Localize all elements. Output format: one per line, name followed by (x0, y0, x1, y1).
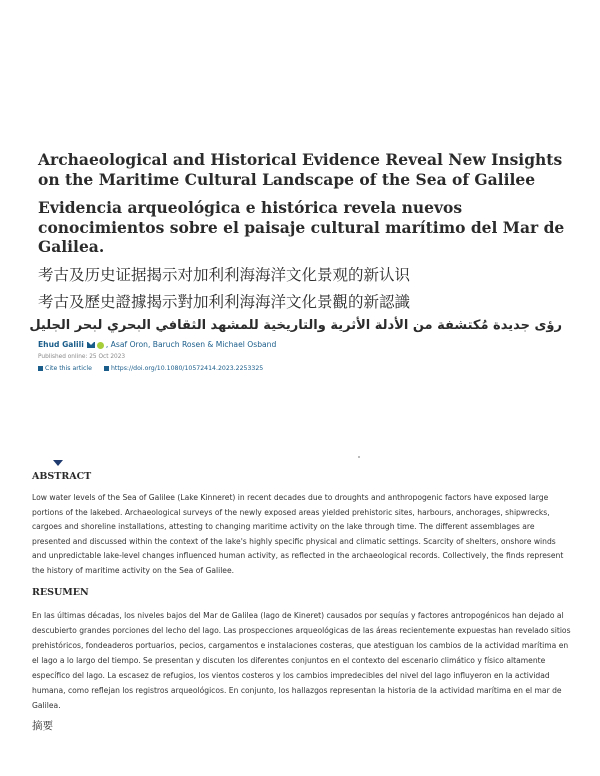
mail-icon[interactable] (87, 342, 95, 348)
abstract-heading: ABSTRACT (32, 471, 92, 482)
doi-link-label[interactable]: https://doi.org/10.1080/10572414.2023.2253325 (111, 365, 264, 372)
doi-link[interactable] (104, 365, 263, 372)
title-chinese-simplified: 考古及历史证据揭示对加利利海海洋文化景观的新认识 (38, 266, 411, 284)
author-list (38, 340, 276, 349)
resumen-text: En las últimas décadas, los niveles bajos del Mar de Galilea (lago de Kineret) causados por sequías y factores antropogénicos han dejado al descubierto grandes porciones del lecho del lago. Las prospecciones arqueológicas de las áreas recientemente expuestas han revelado sitios prehistóricos, fondeaderos portuarios, pecios, cargamentos e instalaciones costeras, que atestiguan los cambios de la actividad marítima en el lago a lo largo del tiempo. Se presentan y discuten los diferentes conjuntos en el contexto del escenario climático y físico altamente específico del lago. La escasez de refugios, los vientos costeros y los cambios impredecibles del nivel del lago influyeron en la actividad humana, como reflejan los registros arqueológicos. En conjunto, los hallazgos representan la historia de la actividad marítima en el mar de Galilea. (32, 611, 571, 710)
title-spanish: Evidencia arqueológica e histórica revela nuevos conocimientos sobre el paisaje cultural marítimo del Mar de Galilea. (38, 198, 565, 256)
cite-link[interactable] (38, 365, 92, 372)
other-authors[interactable]: , Asaf Oron, Baruch Rosen & Michael Osband (105, 340, 277, 349)
published-date: Published online: 25 Oct 2023 (38, 354, 126, 360)
lead-author-link[interactable]: Ehud Galili (38, 340, 84, 349)
resumen-heading: RESUMEN (32, 587, 89, 598)
section-marker-icon (53, 460, 63, 466)
title-chinese-traditional: 考古及歷史證據揭示對加利利海海洋文化景觀的新認識 (38, 293, 411, 311)
title-english: Archaeological and Historical Evidence Reveal New Insights on the Maritime Cultural Landscape of the Sea of Galilee (38, 150, 563, 189)
quote-icon (38, 366, 43, 371)
link-icon (104, 366, 109, 371)
orcid-icon[interactable] (97, 342, 104, 349)
divider-dot (358, 456, 360, 458)
cite-link-label[interactable]: Cite this article (45, 365, 92, 372)
title-arabic: رؤى جديدة مُكتشفة من الأدلة الأثرية والتاريخية للمشهد الثقافي البحري لبحر الجليل (29, 318, 562, 333)
abstract-text: Low water levels of the Sea of Galilee (Lake Kinneret) in recent decades due to droughts and anthropogenic factors have exposed large portions of the lakebed. Archaeological surveys of the newly exposed areas yielded prehistoric sites, harbours, anchorages, shipwrecks, cargoes and shoreline installations, attesting to changing maritime activity on the lake through time. The different assemblages are presented and discussed within the context of the lake's highly specific physical and climatic settings. Scarcity of shelters, onshore winds and unpredictable lake-level changes influenced human activity, as reflected in the archaeological records. Collectively, the finds represent the history of maritime activity on the Sea of Galilee. (32, 493, 564, 575)
chinese-abstract-heading: 摘要 (32, 720, 53, 732)
